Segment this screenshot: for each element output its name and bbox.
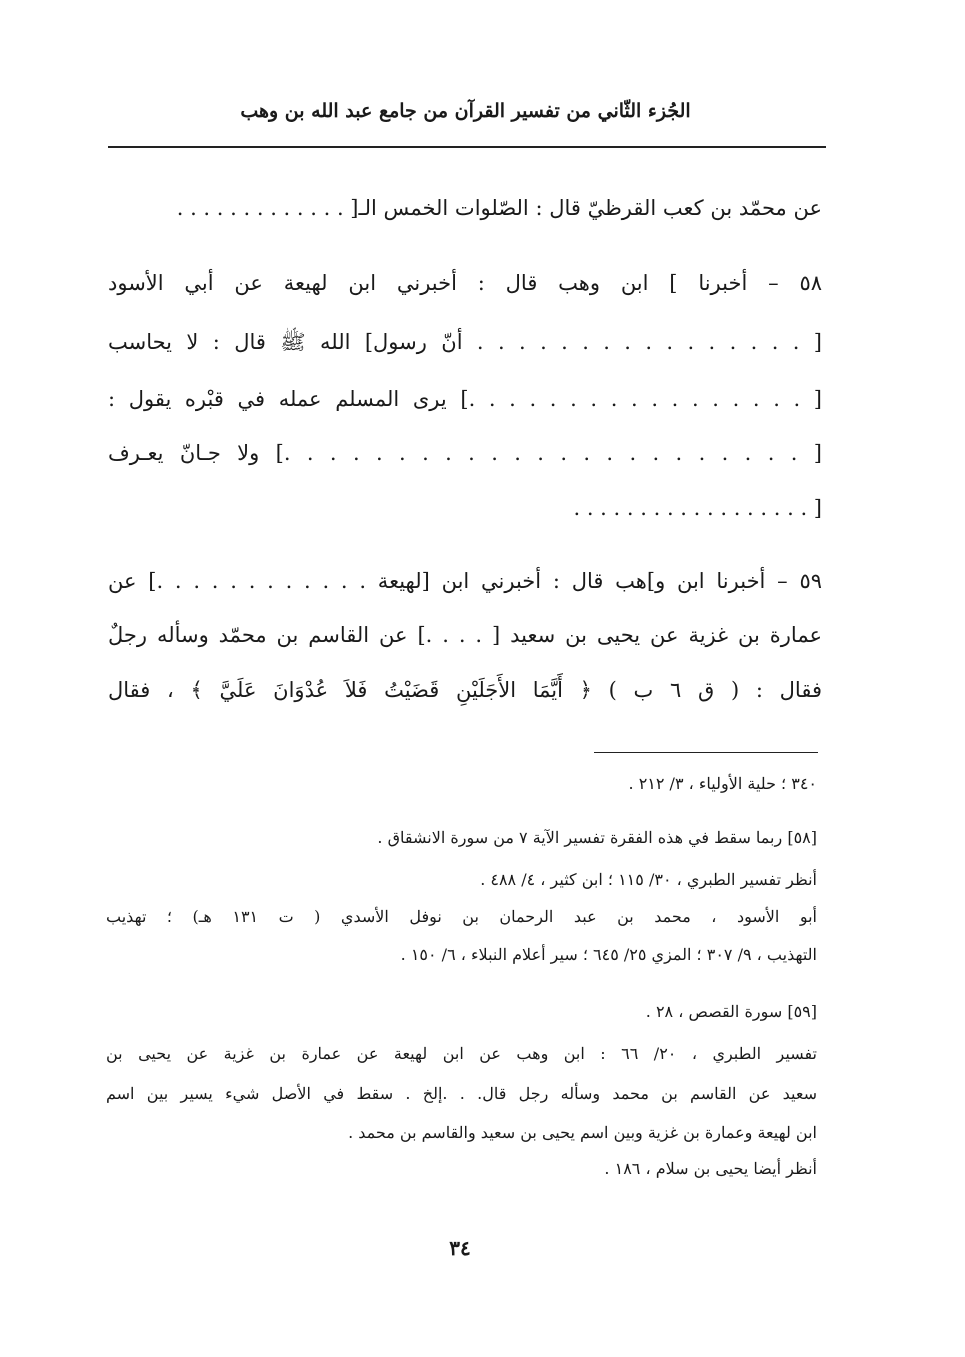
body-line-4: [ . . . . . . . . . . . . . . . . .] يرى المسلم عمله في قبْره يقول : <box>108 387 822 411</box>
footnote-line-8: سعيد عن القاسم بن محمد وسأله رجل قال. . .إلخ . سقط في الأصل شيء يسير بين اسم <box>106 1084 817 1103</box>
body-line-6: [ . . . . . . . . . . . . . . . . . . <box>573 496 822 520</box>
body-line-7: ٥٩ – أخبرنا ابن و]هب قال : أخبرني ابن [لهيعة . . . . . . . . . . . .] عن <box>108 569 822 593</box>
footnote-line-6: [٥٩] سورة القصص ، ٢٨ . <box>645 1002 817 1021</box>
footnote-rule <box>594 752 818 753</box>
footnote-line-1: ٣٤٠ ؛ حلية الأولياء ، ٣/ ٢١٢ . <box>628 774 817 793</box>
footnote-line-9: ابن لهيعة وعمارة بن غزية وبين اسم يحيى بن سعيد والقاسم بن محمد . <box>348 1123 817 1142</box>
footnote-line-10: أنظر أيضا يحيى بن سلام ، ١٨٦ . <box>604 1159 817 1178</box>
running-header: الجُزء الثّاني من تفسير القرآن من جامع عبد الله بن وهب <box>240 100 691 122</box>
header-rule <box>108 146 826 148</box>
footnote-line-4: أبو الأسود ، محمد بن عبد الرحمان بن نوفل الأسدي ( ت ١٣١ هـ) ؛ تهذيب <box>106 907 817 926</box>
body-line-5: [ . . . . . . . . . . . . . . . . . . . . . . .] ولا جـانّ يعـرف <box>108 441 822 465</box>
page-number: ٣٤ <box>449 1236 471 1260</box>
footnote-line-2: [٥٨] ربما سقط في هذه الفقرة تفسير الآية ٧ من سورة الانشقاق . <box>377 828 817 847</box>
footnote-line-5: التهذيب ، ٩/ ٣٠٧ ؛ المزي ٢٥/ ٦٤٥ ؛ سير أعلام النبلاء ، ٦/ ١٥٠ . <box>400 945 817 964</box>
body-line-1: عن محمّد بن كعب القرظيّ قال : الصّلوات الخمس الـ[ . . . . . . . . . . . . . <box>176 196 822 220</box>
body-line-3: [ . . . . . . . . . . . . . . . . أنّ رسول] الله ﷺ قال : لا يحاسب <box>108 330 822 354</box>
body-line-8: عمارة بن غزية عن يحيى بن سعيد [ . . . .] عن القاسم بن محمّد وسأله رجلٌ <box>108 623 822 647</box>
body-line-9: فقال : ( ق ٦ ب ) ﴿ أَيَّمَا الأَجَلَيْنِ قَضَيْتُ فَلاَ عُدْوَانَ عَلَيَّ ﴾ ، فقال <box>108 678 822 702</box>
footnote-line-7: تفسير الطبري ، ٢٠/ ٦٦ : ابن وهب عن ابن لهيعة عن عمارة بن غزية عن يحيى بن <box>106 1044 818 1063</box>
footnote-line-3: أنظر تفسير الطبري ، ٣٠/ ١١٥ ؛ ابن كثير ، ٤/ ٤٨٨ . <box>480 870 817 889</box>
body-line-2: ٥٨ – أخبرنا ] ابن وهب قال : أخبرني ابن لهيعة عن أبي الأسود <box>108 271 822 295</box>
